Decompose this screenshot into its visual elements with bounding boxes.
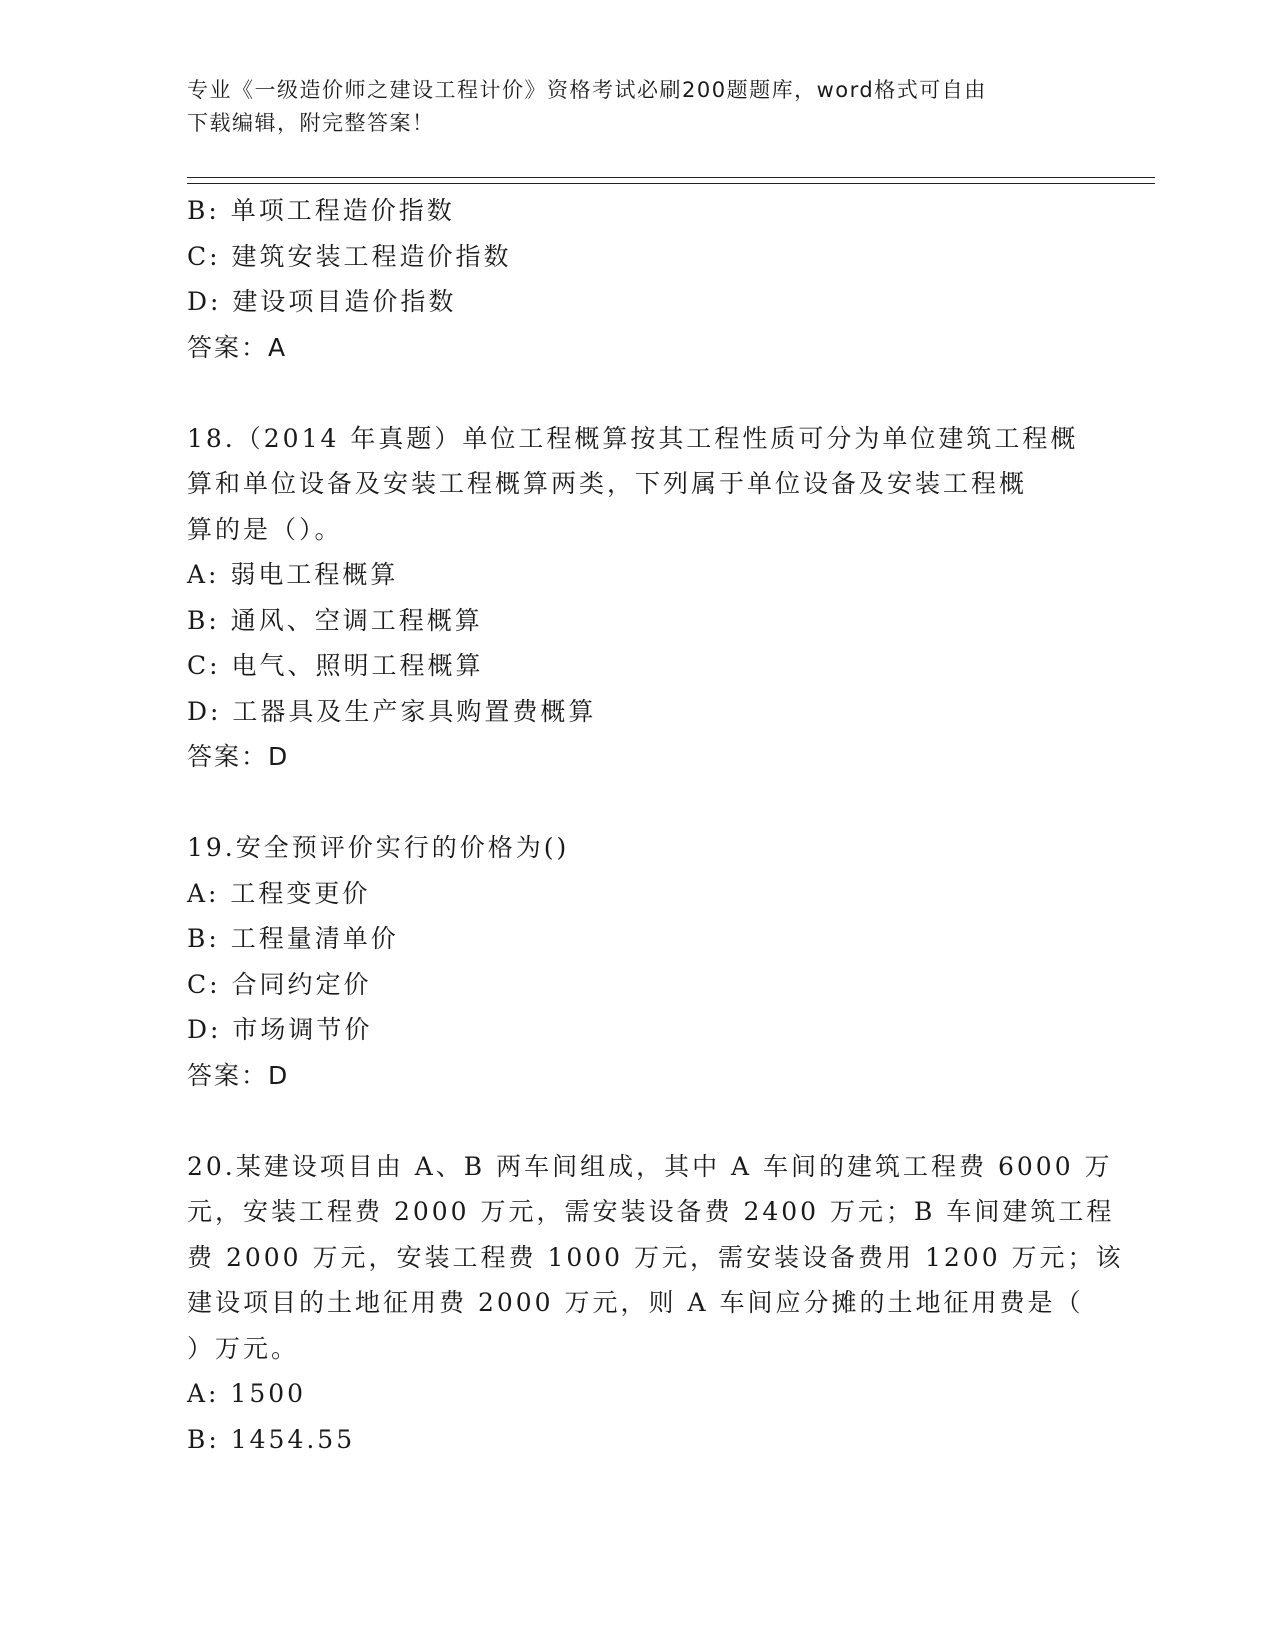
q20-text-line-5: ）万元。 — [187, 1333, 300, 1363]
q18-text-line-1: 18.（2014 年真题）单位工程概算按其工程性质可分为单位建筑工程概 — [187, 423, 1079, 453]
q19-text-line-1: 19.安全预评价实行的价格为() — [187, 833, 570, 862]
q19-option-d: D: 市场调节价 — [187, 1015, 373, 1044]
q18-text-line-3: 算的是（）。 — [187, 514, 343, 544]
q18-option-d: D: 工器具及生产家具购置费概算 — [187, 696, 597, 726]
spacer — [187, 1098, 1087, 1144]
question-17-tail — [187, 188, 1087, 370]
q20-text-line-1: 20.某建设项目由 A、B 两车间组成，其中 A 车间的建筑工程费 6000 万 — [187, 1151, 1113, 1181]
q17-option-d: D: 建设项目造价指数 — [187, 287, 457, 316]
q19-option-b: B: 工程量清单价 — [187, 924, 399, 953]
q17-option-b: B: 单项工程造价指数 — [187, 196, 455, 225]
q17-option-c: C: 建筑安装工程造价指数 — [187, 241, 512, 271]
header-divider-thick — [187, 183, 1155, 184]
q18-option-c: C: 电气、照明工程概算 — [187, 651, 484, 680]
header-line-2: 下载编辑，附完整答案！ — [187, 111, 435, 135]
q20-text-line-3: 费 2000 万元，安装工程费 1000 万元，需安装设备费用 1200 万元；该 — [187, 1242, 1124, 1272]
page-header — [187, 74, 1067, 140]
header-line-1: 专业《一级造价师之建设工程计价》资格考试必刷200题题库，word格式可自由 — [187, 78, 987, 102]
question-19 — [187, 825, 1087, 1098]
q18-answer: 答案：D — [187, 742, 290, 771]
q18-text-line-2: 算和单位设备及安装工程概算两类，下列属于单位设备及安装工程概 — [187, 469, 1028, 498]
q19-answer: 答案：D — [187, 1060, 290, 1090]
q20-text-line-2: 元，安装工程费 2000 万元，需安装设备费 2400 万元；B 车间建筑工程 — [187, 1197, 1115, 1226]
q17-answer: 答案：A — [187, 332, 288, 362]
q18-option-b: B: 通风、空调工程概算 — [187, 605, 483, 635]
header-divider-thin — [187, 177, 1155, 178]
q19-option-c: C: 合同约定价 — [187, 969, 372, 999]
q20-option-a: A: 1500 — [187, 1379, 307, 1408]
spacer — [187, 780, 1087, 826]
q18-option-a: A: 弱电工程概算 — [187, 560, 399, 589]
question-18 — [187, 416, 1087, 780]
q19-option-a: A: 工程变更价 — [187, 878, 371, 908]
q20-option-b: B: 1454.55 — [187, 1424, 356, 1454]
q20-text-line-4: 建设项目的土地征用费 2000 万元，则 A 车间应分摊的土地征用费是（ — [187, 1288, 1084, 1317]
question-20 — [187, 1144, 1124, 1463]
question-content — [187, 188, 1124, 1462]
spacer — [187, 370, 1087, 416]
